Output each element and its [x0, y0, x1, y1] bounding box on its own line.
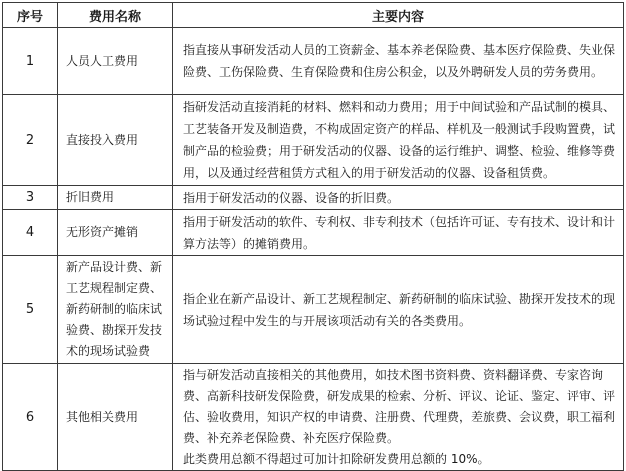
table-row: [3, 28, 624, 95]
row-number: 1: [3, 28, 58, 95]
expense-content: 指用于研发活动的软件、专利权、非专利技术（包括许可证、专有技术、设计和计算方法等）的摊销费用。: [173, 210, 624, 256]
expense-content: 指研发活动直接消耗的材料、燃料和动力费用；用于中间试验和产品试制的模具、工艺装备开发及制造费，不构成固定资产的样品、样机及一般测试手段购置费，试制产品的检验费；用于研发活动的仪器、设备的运行维护、调整、检验、维修等费用，以及通过经营租赁方式租入的用于研发活动的仪器、设备租赁费。: [173, 95, 624, 186]
row-number: 6: [3, 364, 58, 471]
expense-content-cell: [173, 364, 624, 471]
table-row: [3, 210, 624, 256]
expense-name: 直接投入费用: [58, 95, 173, 186]
table-row: [3, 95, 624, 186]
header-content: 主要内容: [173, 3, 624, 28]
expense-name: 人员人工费用: [58, 28, 173, 95]
rd-expense-table: [2, 2, 624, 471]
row-number: 5: [3, 256, 58, 364]
expense-name: 其他相关费用: [58, 364, 173, 471]
row-number: 3: [3, 186, 58, 210]
expense-content: 指企业在新产品设计、新工艺规程制定、新药研制的临床试验、勘探开发技术的现场试验过程中发生的与开展该项活动有关的各类费用。: [173, 256, 624, 364]
expense-content: 指与研发活动直接相关的其他费用，如技术图书资料费、资料翻译费、专家咨询费、高新科技研发保险费，研发成果的检索、分析、评议、论证、鉴定、评审、评估、验收费用，知识产权的申请费、注册费、代理费，差旅费、会议费，职工福利费、补充养老保险费、补充医疗保险费。: [183, 367, 616, 445]
row-number: 4: [3, 210, 58, 256]
expense-name: 新产品设计费、新工艺规程制定费、新药研制的临床试验费、勘探开发技术的现场试验费: [58, 256, 173, 364]
header-seq: 序号: [3, 3, 58, 28]
expense-name: 无形资产摊销: [58, 210, 173, 256]
row-number: 2: [3, 95, 58, 186]
expense-content: 指直接从事研发活动人员的工资薪金、基本养老保险费、基本医疗保险费、失业保险费、工伤保险费、生育保险费和住房公积金，以及外聘研发人员的劳务费用。: [173, 28, 624, 95]
header-row: [3, 3, 624, 28]
table-row: [3, 364, 624, 471]
expense-name: 折旧费用: [58, 186, 173, 210]
header-name: 费用名称: [58, 3, 173, 28]
table-row: [3, 186, 624, 210]
expense-note: 此类费用总额不得超过可加计扣除研发费用总额的 10%。: [183, 451, 490, 466]
table-row: [3, 256, 624, 364]
expense-content: 指用于研发活动的仪器、设备的折旧费。: [173, 186, 624, 210]
